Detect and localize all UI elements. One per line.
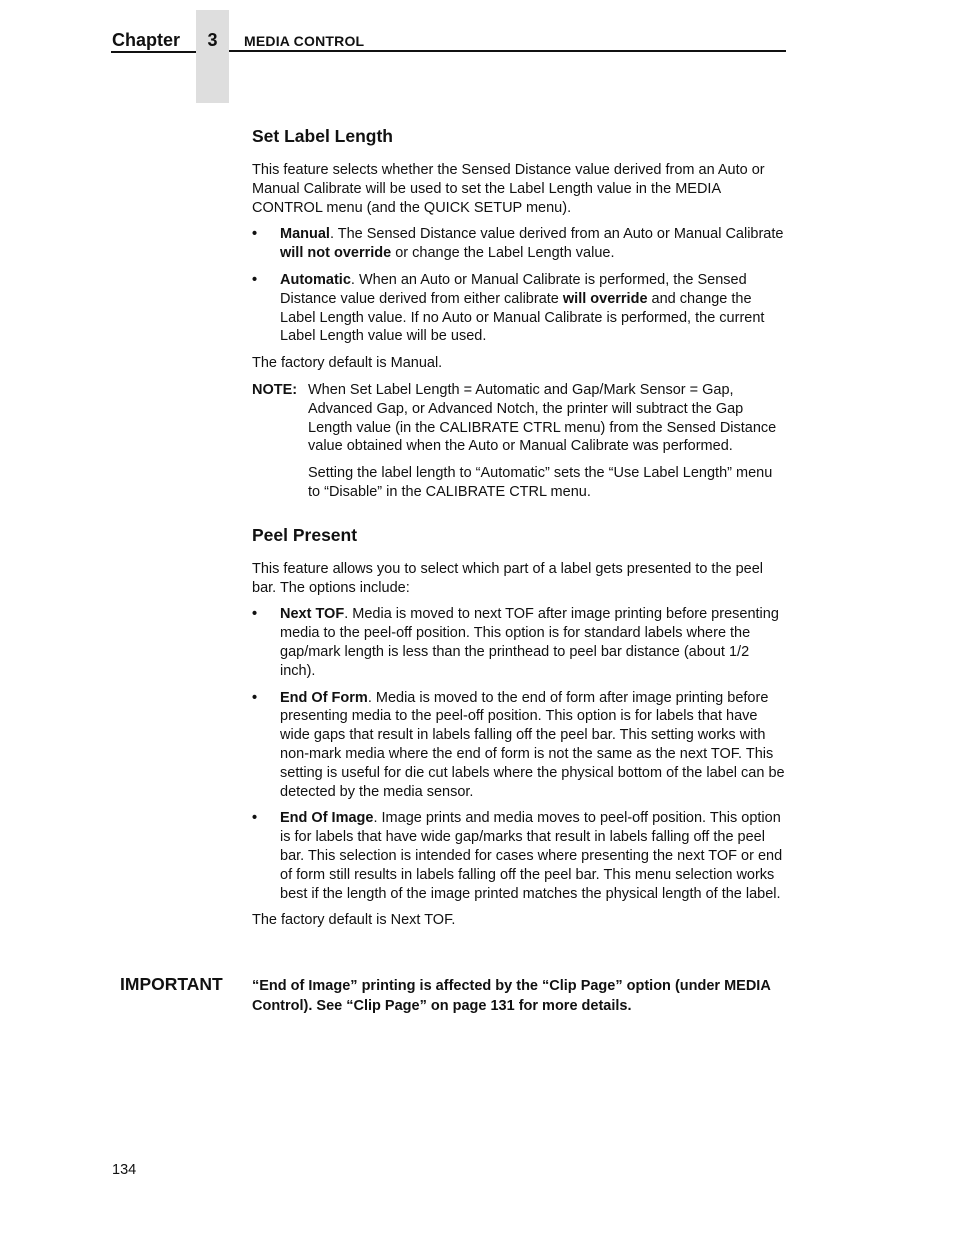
option-text: . Media is moved to the end of form after image printing before presenting media to the peel-off position. This option is for labels that have wide gaps that result in labels falling off the peel bar. This setting works with non-mark media where the end of form is not the same as the next TOF. This setting is useful for die cut labels where the physical bottom of the label can be detected by the media sensor. [280,689,785,800]
note-paragraph: Setting the label length to “Automatic” sets the “Use Label Length” menu to “Disable” in the CALIBRATE CTRL menu. [308,465,773,500]
note-paragraph: When Set Label Length = Automatic and Gap/Mark Sensor = Gap, Advanced Gap, or Advanced Notch, the printer will subtract the Gap Length value (in the CALIBRATE CTRL menu) from the Sensed Distance value obtained when the Auto or Manual Calibrate was performed. [308,381,777,455]
page-number: 134 [112,1162,137,1178]
option-term: End Of Form [280,689,368,706]
list-item [252,271,788,346]
option-text: and change the Label Length value. If no Auto or Manual Calibrate is performed, the current Label Length value will be used. [280,290,765,345]
option-emphasis: will not override [280,245,392,262]
peel-present-intro: This feature allows you to select which part of a label gets presented to the peel bar. The options include: [252,560,764,596]
important-text: “End of Image” printing is affected by the “Clip Page” option (under MEDIA Control). See “Clip Page” on page 131 for more details. [252,978,771,1014]
option-term: Automatic [280,271,351,288]
bullet-glyph: • [252,606,258,623]
page-content [252,124,788,930]
option-text: . When an Auto or Manual Calibrate is performed, the Sensed Distance value derived from either calibrate [280,271,747,307]
peel-present-default: The factory default is Next TOF. [252,912,456,929]
note-block [252,381,788,502]
bullet-glyph: • [252,271,258,288]
section-title: MEDIA CONTROL [244,33,365,49]
option-term: End Of Image [280,810,374,827]
important-label: IMPORTANT [120,974,223,994]
list-item [252,689,788,802]
chapter-label: Chapter [112,30,181,50]
heading-set-label-length: Set Label Length [252,126,393,146]
header-rule-right [229,50,786,52]
bullet-glyph: • [252,689,258,706]
option-text: . Image prints and media moves to peel-off position. This option is for labels that have wide gap/marks that result in labels falling off the peel bar. This selection is intended for cases where presenting the next TOF or end of form still results in labels falling off the peel bar. This menu selection works best if the length of the image printed matches the physical length of the label. [280,810,783,902]
option-emphasis: will override [562,290,648,307]
set-label-length-default: The factory default is Manual. [252,355,443,372]
note-body [308,381,788,502]
list-item [252,605,788,680]
set-label-length-options [252,225,788,346]
option-text: . Media is moved to next TOF after image printing before presenting media to the peel-off position. This option is for standard labels where the gap/mark length is less than the printhead to peel bar distance (about 1/2 inch). [280,606,779,679]
bullet-glyph: • [252,810,258,827]
chapter-tab [196,10,229,103]
option-term: Next TOF [280,606,345,623]
option-term: Manual [280,226,330,243]
option-text: . The Sensed Distance value derived from an Auto or Manual Calibrate [329,226,784,243]
heading-peel-present: Peel Present [252,524,358,545]
bullet-glyph: • [252,226,258,243]
set-label-length-intro: This feature selects whether the Sensed Distance value derived from an Auto or Manual Calibrate will be used to set the Label Length value in the MEDIA CONTROL menu (and the QUICK SETUP menu). [252,162,765,216]
peel-present-options [252,605,788,903]
list-item [252,225,788,263]
note-label: NOTE: [252,381,298,398]
list-item [252,809,788,903]
option-text: or change the Label Length value. [391,245,615,262]
chapter-number: 3 [207,30,218,50]
header-rule-left [111,51,196,53]
